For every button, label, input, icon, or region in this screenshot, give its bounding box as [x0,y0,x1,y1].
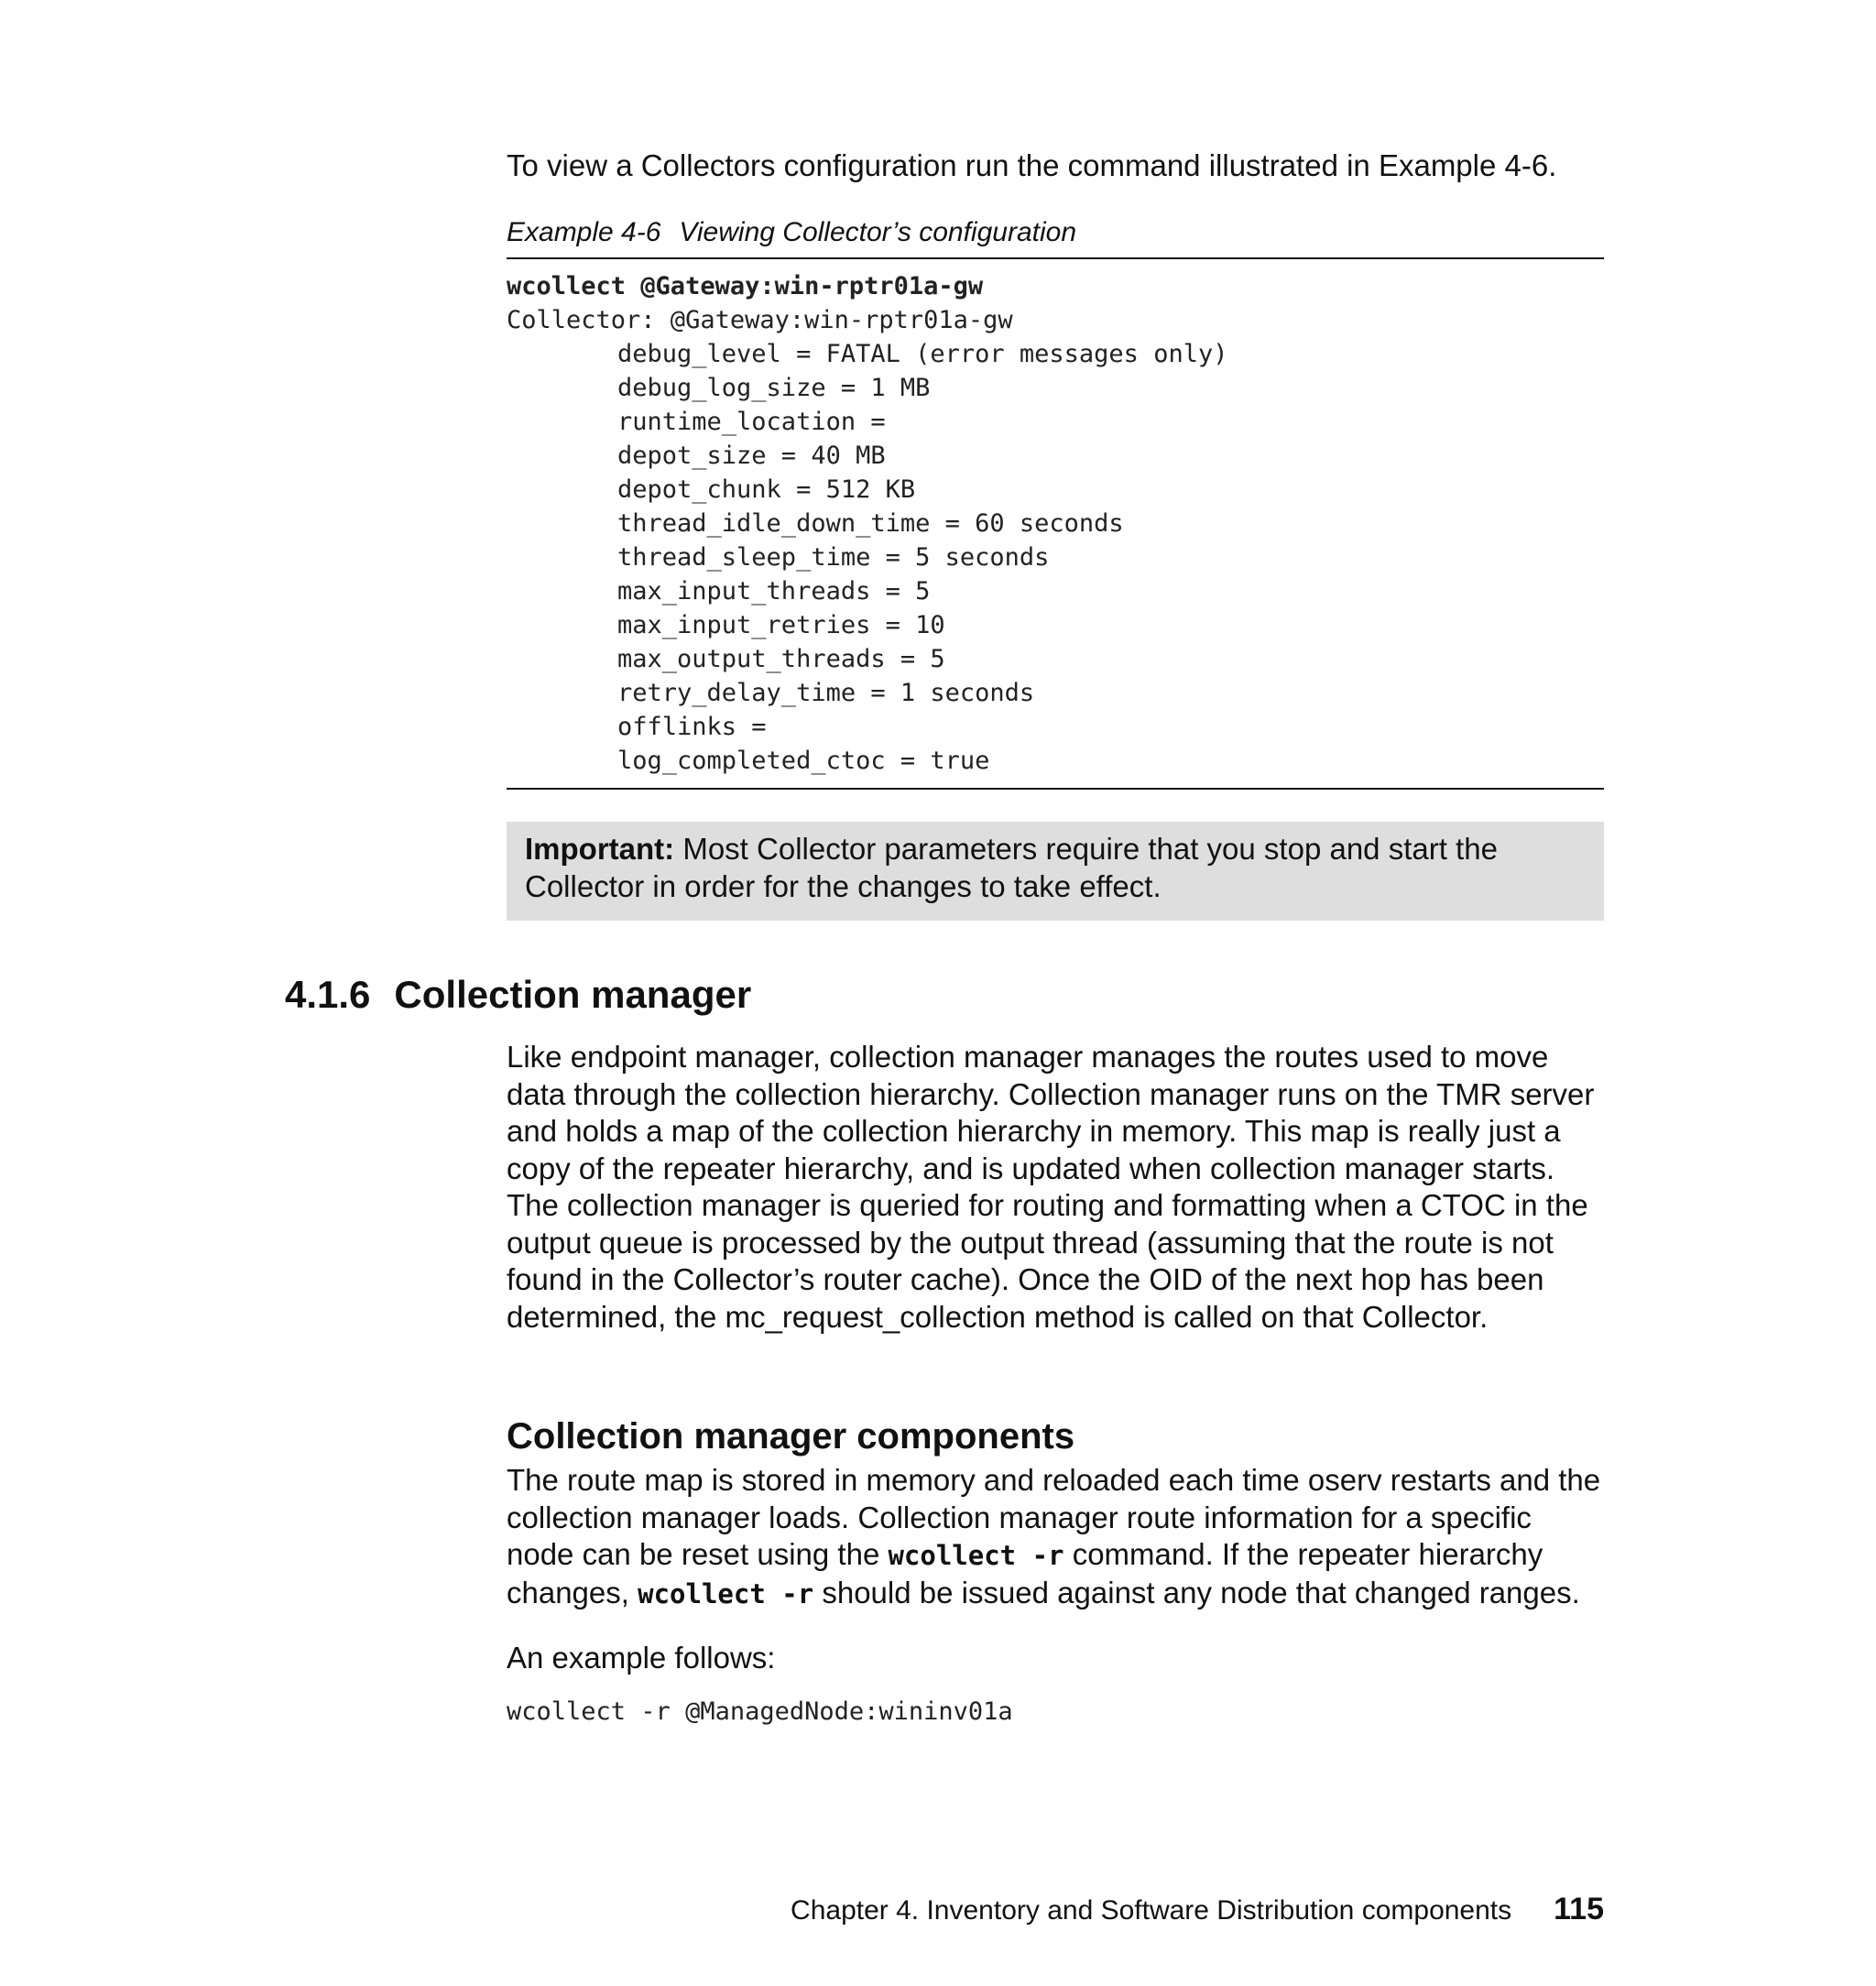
code-block [507,269,1604,778]
subsection-paragraph [507,1462,1604,1612]
code-line: log_completed_ctoc = true [617,747,990,775]
section-paragraph: Like endpoint manager, collection manager manages the routes used to move data through the collection hierarchy. Collection manager runs on the TMR server and holds a map of the collection hierarchy in memory. This map is really just a copy of the repeater hierarchy, and is updated when collection manager starts. The collection manager is queried for routing and formatting when a CTOC in the output queue is processed by the output thread (assuming that the route is not found in the Collector’s router cache). Once the OID of the next hop has been determined, the mc_request_collection method is called on that Collector. [507,1040,1595,1334]
code-line: max_input_retries = 10 [617,611,945,639]
code-line: retry_delay_time = 1 seconds [617,679,1035,707]
paragraph-text: The route map is stored in memory and reloaded each time oserv restarts and the collection manager loads. Collection manager route information for a specific node can be reset using the [507,1463,1601,1571]
code-line: thread_idle_down_time = 60 seconds [617,509,1124,538]
code-line: max_input_threads = 5 [617,577,931,606]
example-intro: An example follows: [507,1641,776,1675]
note-label: Important: [525,832,675,866]
intro-text: To view a Collectors configuration run the command illustrated in Example 4-6. [507,148,1557,182]
code-line: offlinks = [617,713,767,741]
paragraph-text: should be issued against any node that changed ranges. [813,1575,1580,1610]
section-title: Collection manager [394,973,752,1016]
example-top-rule [507,257,1604,259]
subsection-heading: Collection manager components [507,1416,1075,1457]
example-command: wcollect -r @ManagedNode:wininv01a [507,1697,1013,1726]
page-number: 115 [1554,1892,1604,1926]
inline-command: wcollect -r [888,1540,1064,1571]
code-line: depot_chunk = 512 KB [617,475,916,504]
example-label: Example 4-6 [507,217,661,247]
code-command: wcollect @Gateway:win-rptr01a-gw [507,272,984,300]
page-footer [550,1889,1604,1931]
example-bottom-rule [507,788,1604,790]
example-caption [507,213,1604,253]
code-line: runtime_location = [617,408,886,436]
note-text: Most Collector parameters require that you stop and start the Collector in order for the changes to take effect. [525,832,1498,903]
inline-command: wcollect -r [638,1577,814,1610]
footer-chapter: Chapter 4. Inventory and Software Distribution components [791,1895,1512,1926]
paragraph-text: command. If the repeater hierarchy changes, [507,1537,1543,1610]
code-line: max_output_threads = 5 [617,645,945,673]
section-number: 4.1.6 [285,973,371,1016]
code-line: debug_level = FATAL (error messages only) [617,340,1228,368]
code-line: depot_size = 40 MB [617,442,886,470]
example-command-block [507,1695,1604,1729]
code-line: thread_sleep_time = 5 seconds [617,543,1050,572]
example-title: Viewing Collector’s configuration [679,217,1077,247]
code-line: debug_log_size = 1 MB [617,374,931,402]
code-header: Collector: @Gateway:win-rptr01a-gw [507,306,1013,334]
important-note [507,822,1604,921]
section-heading [285,969,751,1020]
